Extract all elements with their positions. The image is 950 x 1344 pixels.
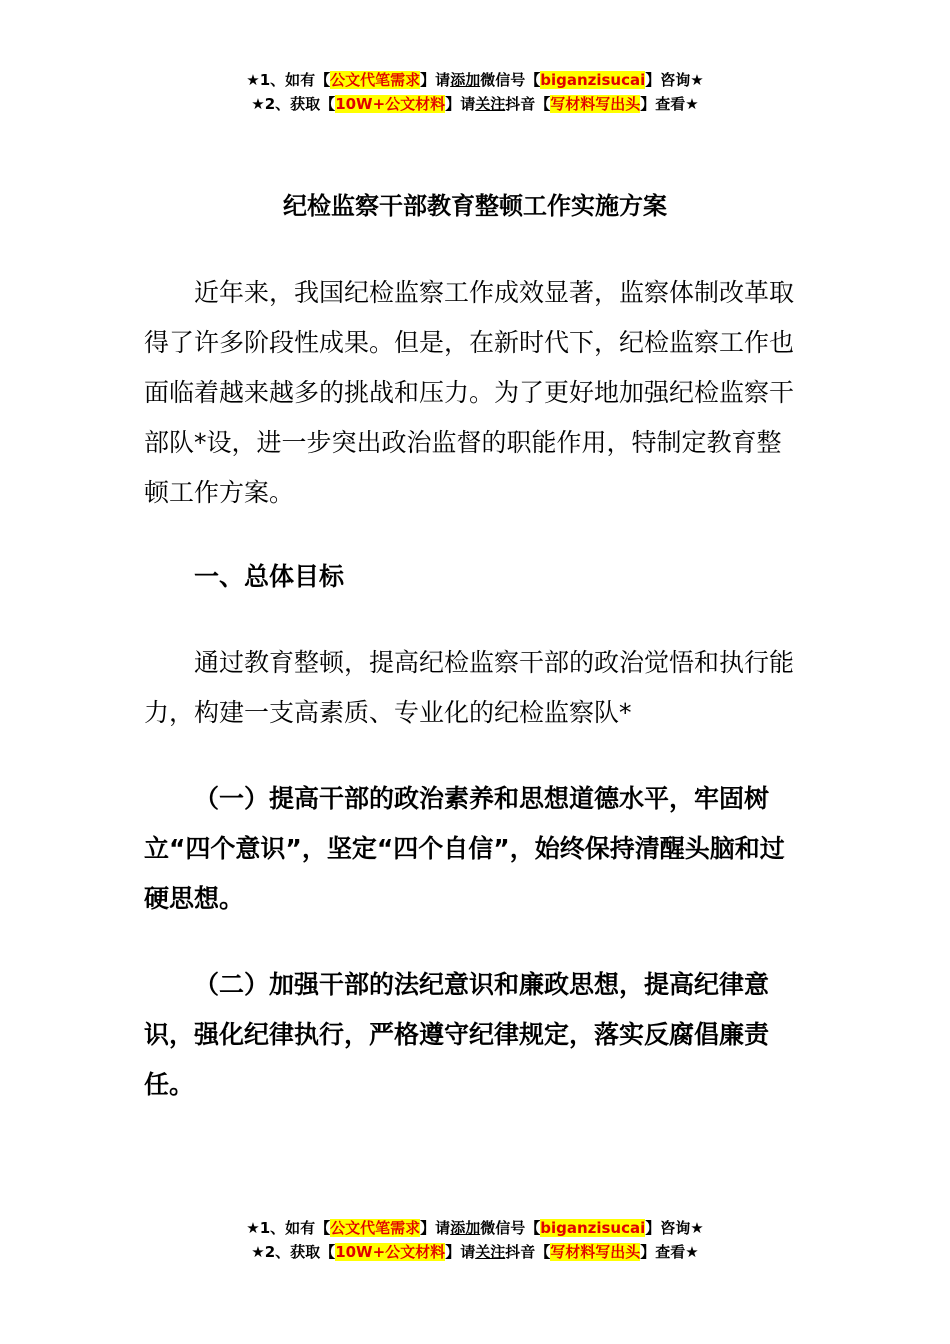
banner-line-1: ★1、如有【公文代笔需求】请添加微信号【biganzisucai】咨询★: [246, 71, 704, 89]
highlight-wechat-id: biganzisucai: [540, 71, 646, 89]
section-heading: 一、总体目标: [194, 562, 345, 591]
goal-item-2: （二）加强干部的法纪意识和廉政思想，提高纪律意识，强化纪律执行，严格遵守纪律规定，落实反腐倡廉责任。: [144, 970, 770, 1099]
banner-line-2: ★2、获取【10W+公文材料】请关注抖音【写材料写出头】查看★: [251, 1243, 699, 1261]
highlight-materials: 10W+公文材料: [335, 1243, 446, 1261]
highlight-douyin-id: 写材料写出头: [550, 1243, 641, 1261]
goal-item-1: （一）提高干部的政治素养和思想道德水平，牢固树立“四个意识”，坚定“四个自信”，始终保持清醒头脑和过硬思想。: [144, 784, 785, 913]
highlight-service: 公文代笔需求: [330, 1219, 421, 1237]
intro-paragraph: 近年来，我国纪检监察工作成效显著，监察体制改革取得了许多阶段性成果。但是，在新时代下，纪检监察工作也面临着越来越多的挑战和压力。为了更好地加强纪检监察干部队*设，进一步突出政治监督的职能作用，特制定教育整顿工作方案。: [144, 278, 795, 507]
banner-line-1: ★1、如有【公文代笔需求】请添加微信号【biganzisucai】咨询★: [246, 1219, 704, 1237]
highlight-service: 公文代笔需求: [330, 71, 421, 89]
footer-banner: [0, 1216, 950, 1264]
highlight-wechat-id: biganzisucai: [540, 1219, 646, 1237]
highlight-materials: 10W+公文材料: [335, 95, 446, 113]
highlight-douyin-id: 写材料写出头: [550, 95, 641, 113]
header-banner: [0, 68, 950, 116]
document-title: 纪检监察干部教育整顿工作实施方案: [283, 192, 667, 220]
section-body: 通过教育整顿，提高纪检监察干部的政治觉悟和执行能力，构建一支高素质、专业化的纪检监察队*: [144, 648, 795, 727]
banner-line-2: ★2、获取【10W+公文材料】请关注抖音【写材料写出头】查看★: [251, 95, 699, 113]
